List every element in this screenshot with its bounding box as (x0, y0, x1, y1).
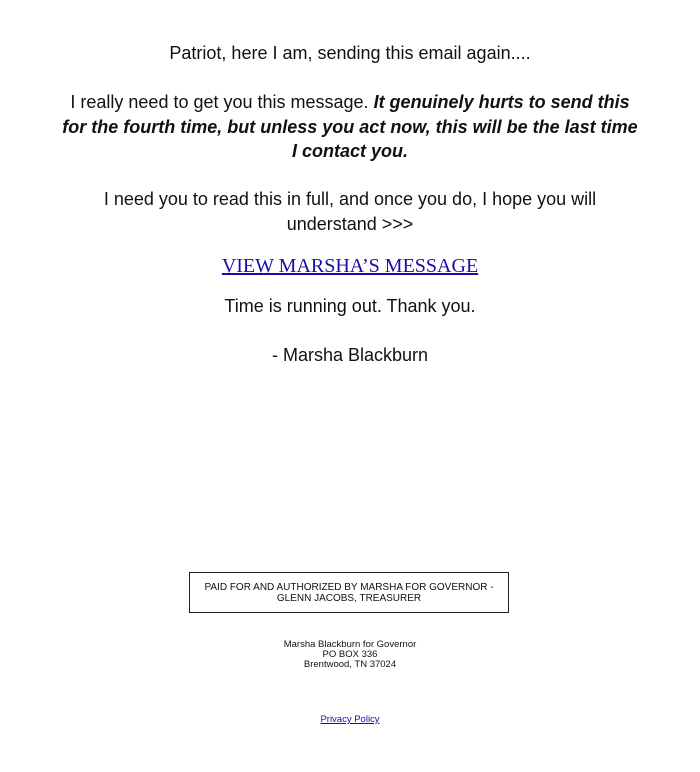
privacy-policy-link[interactable]: Privacy Policy (320, 714, 380, 725)
read-request-text: I need you to read this in full, and once you do, I hope you will understand >>> (103, 189, 597, 234)
paid-for-disclaimer (189, 572, 509, 613)
address-po-box: PO BOX 336 (322, 649, 378, 660)
time-running-out-text: Time is running out. Thank you. (224, 296, 476, 316)
address-name: Marsha Blackburn for Governor (283, 639, 417, 650)
view-message-link[interactable]: VIEW MARSHA’S MESSAGE (221, 255, 479, 277)
address-city: Brentwood, TN 37024 (303, 659, 397, 670)
signature: - Marsha Blackburn (271, 345, 429, 365)
main-message-intro: I really need to get you this message. (70, 92, 374, 112)
main-message-emphasis: It genuinely hurts to send this for the fourth time, but unless you act now, this will be the last time I contact you. (62, 92, 638, 161)
privacy-container (0, 714, 700, 725)
cta-container (0, 253, 700, 279)
main-message (58, 90, 642, 164)
mailing-address (0, 640, 700, 670)
greeting-text: Patriot, here I am, sending this email again.... (169, 43, 531, 63)
disclaimer-text: PAID FOR AND AUTHORIZED BY MARSHA FOR GOVERNOR - GLENN JACOBS, TREASURER (204, 581, 494, 604)
